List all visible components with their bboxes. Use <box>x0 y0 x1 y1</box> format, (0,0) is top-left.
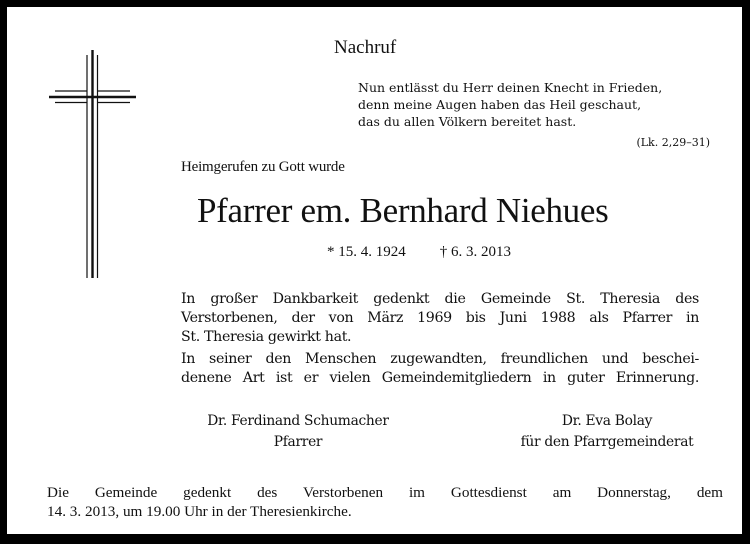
signatory-role: für den Pfarrgemeinderat <box>520 434 694 450</box>
obituary-notice <box>7 7 742 534</box>
intro-text: Heimgerufen zu Gott wurde <box>181 159 345 175</box>
paragraph-line: St. Theresia gewirkt hat. <box>181 329 352 345</box>
footer-line: Die Gemeinde gedenkt des Verstorbenen im Gottesdienst am Donnerstag, dem <box>47 484 723 501</box>
tribute-paragraph <box>181 290 699 347</box>
bible-verse <box>358 79 662 130</box>
cross-icon <box>7 7 157 287</box>
verse-line: Nun entlässt du Herr deinen Knecht in Frieden, <box>358 80 663 95</box>
signatory-council <box>492 411 722 453</box>
paragraph-line: In seiner den Menschen zugewandten, freundlichen und beschei- <box>181 351 699 367</box>
notice-header: Nachruf <box>334 37 397 58</box>
signatory-role: Pfarrer <box>273 434 323 450</box>
paragraph-line: Verstorbenen, der von März 1969 bis Juni 1988 als Pfarrer in <box>181 310 699 326</box>
paragraph-line: In großer Dankbarkeit gedenkt die Gemeinde St. Theresia des <box>181 291 699 307</box>
verse-line: denn meine Augen haben das Heil geschaut, <box>358 97 642 112</box>
verse-line: das du allen Völkern bereitet hast. <box>358 114 577 129</box>
deceased-name: Pfarrer em. Bernhard Niehues <box>197 191 609 230</box>
life-dates <box>327 244 511 261</box>
signatory-pastor <box>178 411 418 453</box>
remembrance-paragraph <box>181 350 699 388</box>
paragraph-line: denene Art ist er vielen Gemeindemitgliedern in guter Erinnerung. <box>181 370 699 386</box>
death-date: † 6. 3. 2013 <box>439 244 511 260</box>
footer-line: 14. 3. 2013, um 19.00 Uhr in der Theresienkirche. <box>47 503 352 520</box>
verse-reference: (Lk. 2,29–31) <box>636 136 710 149</box>
signatory-name: Dr. Ferdinand Schumacher <box>207 413 389 429</box>
service-announcement <box>47 483 723 521</box>
birth-date: * 15. 4. 1924 <box>327 244 406 260</box>
signatory-name: Dr. Eva Bolay <box>561 413 653 429</box>
